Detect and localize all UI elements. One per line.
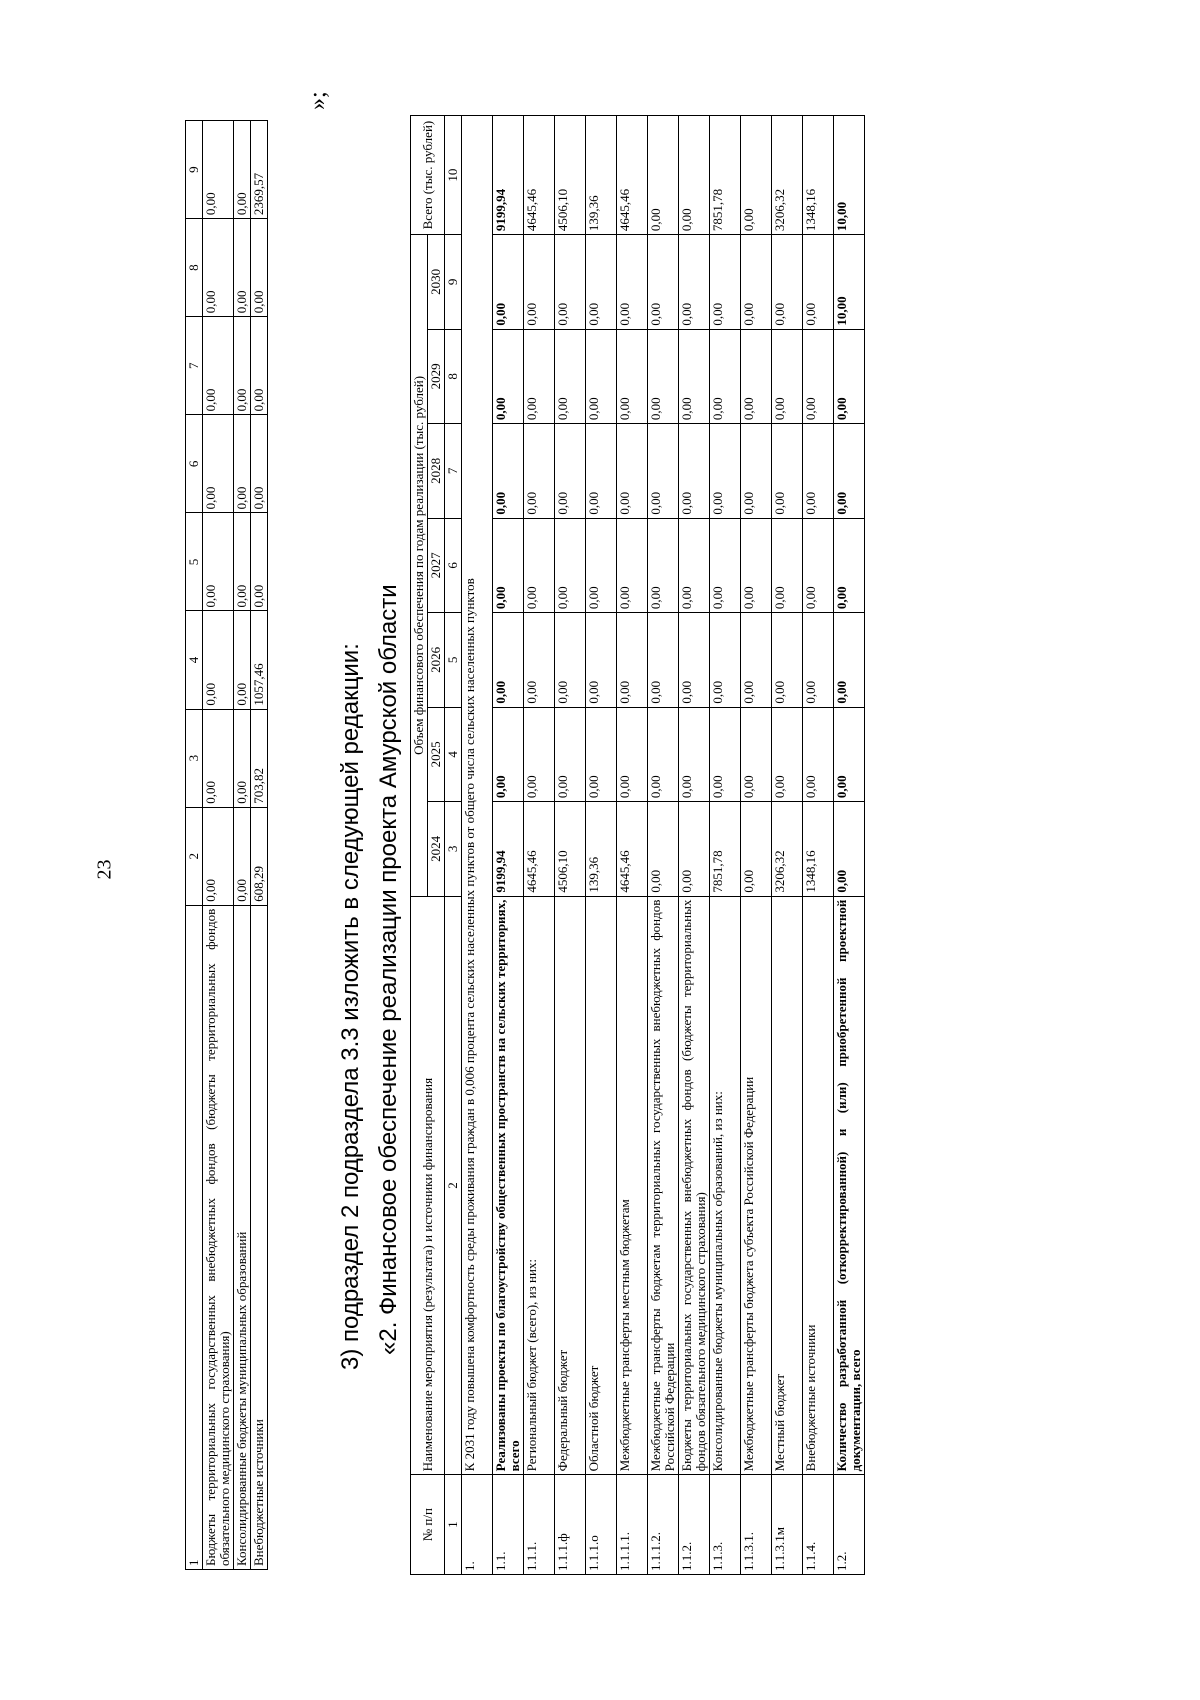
row-num: 1.1.1.2. <box>648 1475 679 1575</box>
row-name: Федеральный бюджет <box>555 896 586 1475</box>
row-year-value: 0,00 <box>741 707 772 802</box>
row-year-value: 0,00 <box>803 518 834 613</box>
row-total: 139,36 <box>586 116 617 235</box>
top-table-value-cell: 0,00 <box>203 807 234 905</box>
top-table-value-cell: 0,00 <box>234 219 251 317</box>
top-table-value-cell: 0,00 <box>234 611 251 709</box>
financing-row <box>772 116 803 1575</box>
row-year-value: 0,00 <box>524 329 555 424</box>
row-name: Областной бюджет <box>586 896 617 1475</box>
row-year-value: 0,00 <box>555 235 586 330</box>
header-year: 2024 <box>428 802 445 897</box>
row-year-value: 0,00 <box>648 329 679 424</box>
row-num: 1.1. <box>493 1475 524 1575</box>
top-table-row <box>203 121 234 1570</box>
goal-row <box>462 116 493 1575</box>
goal-num: 1. <box>462 1475 493 1575</box>
row-year-value: 0,00 <box>586 424 617 519</box>
row-year-value: 0,00 <box>679 235 710 330</box>
row-total: 10,00 <box>834 116 865 235</box>
row-year-value: 0,00 <box>741 518 772 613</box>
top-table-value-cell: 608,29 <box>251 807 268 905</box>
row-total: 4645,46 <box>524 116 555 235</box>
row-name: Бюджеты территориальных государственных внебюджетных фондов (бюджеты территориальных фондов обязательного медицинского страхования) <box>679 896 710 1475</box>
top-table-value-cell: 0,00 <box>203 513 234 611</box>
row-year-value: 0,00 <box>648 707 679 802</box>
row-total: 3206,32 <box>772 116 803 235</box>
row-total: 0,00 <box>679 116 710 235</box>
row-total: 4506,10 <box>555 116 586 235</box>
top-table-header-cell: 3 <box>186 709 203 807</box>
row-year-value: 0,00 <box>493 707 524 802</box>
header-year: 2025 <box>428 707 445 802</box>
row-num: 1.1.2. <box>679 1475 710 1575</box>
row-year-value: 0,00 <box>648 235 679 330</box>
row-year-value: 0,00 <box>524 518 555 613</box>
row-year-value: 10,00 <box>834 235 865 330</box>
header-year: 2029 <box>428 329 445 424</box>
top-table-value-cell: 0,00 <box>234 121 251 219</box>
row-year-value: 0,00 <box>648 802 679 897</box>
row-year-value: 0,00 <box>772 518 803 613</box>
row-year-value: 0,00 <box>710 235 741 330</box>
top-table-header-row <box>186 121 203 1570</box>
financing-row <box>710 116 741 1575</box>
row-num: 1.1.3.1м <box>772 1475 803 1575</box>
row-year-value: 0,00 <box>772 424 803 519</box>
row-name: Региональный бюджет (всего), из них: <box>524 896 555 1475</box>
top-table-value-cell: 0,00 <box>234 709 251 807</box>
row-name: Межбюджетные трансферты бюджетам территориальных государственных внебюджетных фондов Российской Федерации <box>648 896 679 1475</box>
row-name: Межбюджетные трансферты местным бюджетам <box>617 896 648 1475</box>
row-total: 1348,16 <box>803 116 834 235</box>
top-table-value-cell: 0,00 <box>251 317 268 415</box>
financing-row <box>586 116 617 1575</box>
financing-row <box>493 116 524 1575</box>
row-year-value: 0,00 <box>741 235 772 330</box>
financing-row <box>648 116 679 1575</box>
top-table-header-cell: 1 <box>186 905 203 1569</box>
row-year-value: 0,00 <box>586 518 617 613</box>
header-num: № п/п <box>411 1475 445 1575</box>
top-table-row-name: Внебюджетные источники <box>251 905 268 1569</box>
index-cell: 10 <box>445 116 462 235</box>
row-year-value: 0,00 <box>679 802 710 897</box>
top-table-value-cell: 0,00 <box>234 415 251 513</box>
row-year-value: 0,00 <box>617 329 648 424</box>
top-continuation-table <box>185 120 268 1570</box>
goal-text: К 2031 году повышена комфортность среды проживания граждан в 0,006 процента сельских населенных пунктов от общего числа сельских населенных пунктов <box>462 116 493 1475</box>
row-year-value: 0,00 <box>679 613 710 708</box>
top-table-value-cell: 0,00 <box>203 219 234 317</box>
top-table-value-cell: 0,00 <box>234 807 251 905</box>
header-year: 2026 <box>428 613 445 708</box>
row-year-value: 0,00 <box>524 613 555 708</box>
row-year-value: 0,00 <box>803 235 834 330</box>
row-year-value: 0,00 <box>741 802 772 897</box>
row-num: 1.1.1. <box>524 1475 555 1575</box>
top-table-body <box>203 121 268 1570</box>
row-year-value: 0,00 <box>555 613 586 708</box>
top-table-value-cell: 0,00 <box>203 415 234 513</box>
row-year-value: 0,00 <box>524 235 555 330</box>
financing-table-body <box>462 116 865 1575</box>
row-year-value: 0,00 <box>710 707 741 802</box>
row-year-value: 1348,16 <box>803 802 834 897</box>
index-cell: 5 <box>445 613 462 708</box>
row-year-value: 0,00 <box>834 518 865 613</box>
row-year-value: 0,00 <box>679 518 710 613</box>
row-year-value: 0,00 <box>679 424 710 519</box>
top-table-header-cell: 5 <box>186 513 203 611</box>
index-cell: 9 <box>445 235 462 330</box>
row-year-value: 0,00 <box>586 235 617 330</box>
top-table-row-name: Консолидированные бюджеты муниципальных образований <box>234 905 251 1569</box>
header-total: Всего (тыс. рублей) <box>411 116 445 235</box>
page-number: 23 <box>93 859 116 880</box>
top-table-row <box>251 121 268 1570</box>
row-year-value: 4506,10 <box>555 802 586 897</box>
row-year-value: 0,00 <box>803 613 834 708</box>
top-table-value-cell: 2369,57 <box>251 121 268 219</box>
row-year-value: 0,00 <box>710 329 741 424</box>
row-year-value: 0,00 <box>834 329 865 424</box>
section-instruction: 3) подраздел 2 подраздела 3.3 изложить в следующей редакции: <box>337 643 364 1370</box>
financing-row <box>803 116 834 1575</box>
row-year-value: 0,00 <box>555 518 586 613</box>
row-year-value: 3206,32 <box>772 802 803 897</box>
index-cell: 8 <box>445 329 462 424</box>
top-table-value-cell: 0,00 <box>251 415 268 513</box>
row-year-value: 0,00 <box>741 613 772 708</box>
top-table-header-cell: 4 <box>186 611 203 709</box>
row-year-value: 0,00 <box>834 802 865 897</box>
header-name: Наименование мероприятия (результата) и источники финансирования <box>411 896 445 1475</box>
row-year-value: 0,00 <box>803 707 834 802</box>
row-year-value: 0,00 <box>493 329 524 424</box>
row-year-value: 4645,46 <box>617 802 648 897</box>
row-year-value: 0,00 <box>679 707 710 802</box>
top-table-row-name: Бюджеты территориальных государственных внебюджетных фондов (бюджеты территориальных фондов обязательного медицинского страхования) <box>203 905 234 1569</box>
top-table-value-cell: 0,00 <box>234 513 251 611</box>
row-year-value: 4645,46 <box>524 802 555 897</box>
top-table-value-cell: 0,00 <box>251 219 268 317</box>
index-cell: 2 <box>445 896 462 1475</box>
section-title: «2. Финансовое обеспечение реализации проекта Амурской области <box>375 584 402 1355</box>
row-num: 1.1.4. <box>803 1475 834 1575</box>
top-table-value-cell: 0,00 <box>251 513 268 611</box>
index-cell: 3 <box>445 802 462 897</box>
top-table-value-cell: 1057,46 <box>251 611 268 709</box>
row-name: Реализованы проекты по благоустройству общественных пространств на сельских территориях, всего <box>493 896 524 1475</box>
top-table-value-cell: 0,00 <box>203 709 234 807</box>
row-total: 0,00 <box>648 116 679 235</box>
row-num: 1.1.1.ф <box>555 1475 586 1575</box>
row-year-value: 0,00 <box>493 613 524 708</box>
row-year-value: 0,00 <box>555 329 586 424</box>
row-year-value: 0,00 <box>834 707 865 802</box>
row-name: Количество разработанной (откорректированной) и (или) приобретенной проектной документации, всего <box>834 896 865 1475</box>
row-year-value: 0,00 <box>493 518 524 613</box>
row-year-value: 0,00 <box>772 707 803 802</box>
row-num: 1.1.3. <box>710 1475 741 1575</box>
row-year-value: 0,00 <box>803 329 834 424</box>
financing-row <box>524 116 555 1575</box>
row-year-value: 0,00 <box>710 613 741 708</box>
row-year-value: 0,00 <box>555 424 586 519</box>
row-year-value: 0,00 <box>741 424 772 519</box>
row-year-value: 0,00 <box>524 707 555 802</box>
row-year-value: 0,00 <box>586 613 617 708</box>
closing-quote: »; <box>305 91 331 110</box>
row-total: 9199,94 <box>493 116 524 235</box>
row-year-value: 0,00 <box>617 235 648 330</box>
row-total: 0,00 <box>741 116 772 235</box>
top-table-row <box>234 121 251 1570</box>
row-year-value: 0,00 <box>834 613 865 708</box>
row-year-value: 7851,78 <box>710 802 741 897</box>
row-year-value: 0,00 <box>710 424 741 519</box>
row-year-value: 0,00 <box>493 235 524 330</box>
row-year-value: 139,36 <box>586 802 617 897</box>
row-num: 1.1.3.1. <box>741 1475 772 1575</box>
row-year-value: 0,00 <box>741 329 772 424</box>
row-name: Консолидированные бюджеты муниципальных образований, из них: <box>710 896 741 1475</box>
financing-index-row <box>445 116 462 1575</box>
index-cell: 1 <box>445 1475 462 1575</box>
header-year: 2030 <box>428 235 445 330</box>
index-cell: 4 <box>445 707 462 802</box>
financing-row <box>555 116 586 1575</box>
header-year: 2027 <box>428 518 445 613</box>
financing-row <box>679 116 710 1575</box>
row-total: 4645,46 <box>617 116 648 235</box>
row-year-value: 0,00 <box>772 235 803 330</box>
row-year-value: 0,00 <box>493 424 524 519</box>
row-year-value: 0,00 <box>555 707 586 802</box>
index-cell: 7 <box>445 424 462 519</box>
top-table-header-cell: 9 <box>186 121 203 219</box>
row-year-value: 0,00 <box>648 424 679 519</box>
top-table-header-cell: 6 <box>186 415 203 513</box>
row-year-value: 0,00 <box>617 707 648 802</box>
top-table-value-cell: 0,00 <box>203 121 234 219</box>
top-table-value-cell: 0,00 <box>234 317 251 415</box>
financing-row <box>741 116 772 1575</box>
row-year-value: 0,00 <box>834 424 865 519</box>
top-table-value-cell: 0,00 <box>203 611 234 709</box>
row-year-value: 0,00 <box>648 613 679 708</box>
top-table-value-cell: 0,00 <box>203 317 234 415</box>
row-year-value: 0,00 <box>772 329 803 424</box>
row-year-value: 0,00 <box>679 329 710 424</box>
financing-row <box>834 116 865 1575</box>
row-year-value: 0,00 <box>617 424 648 519</box>
row-year-value: 0,00 <box>772 613 803 708</box>
financing-table <box>410 115 865 1575</box>
header-year: 2028 <box>428 424 445 519</box>
top-table-value-cell: 703,82 <box>251 709 268 807</box>
top-table-header-cell: 2 <box>186 807 203 905</box>
row-year-value: 0,00 <box>586 707 617 802</box>
row-year-value: 0,00 <box>586 329 617 424</box>
header-years-group: Объем финансового обеспечения по годам реализации (тыс. рублей) <box>411 235 428 897</box>
row-name: Межбюджетные трансферты бюджета субъекта Российской Федерации <box>741 896 772 1475</box>
row-year-value: 0,00 <box>617 613 648 708</box>
row-num: 1.1.1.о <box>586 1475 617 1575</box>
financing-header-row <box>411 116 428 1575</box>
row-year-value: 0,00 <box>524 424 555 519</box>
row-total: 7851,78 <box>710 116 741 235</box>
row-num: 1.2. <box>834 1475 865 1575</box>
row-name: Внебюджетные источники <box>803 896 834 1475</box>
row-num: 1.1.1.1. <box>617 1475 648 1575</box>
row-year-value: 0,00 <box>617 518 648 613</box>
top-table-header-cell: 8 <box>186 219 203 317</box>
row-name: Местный бюджет <box>772 896 803 1475</box>
row-year-value: 0,00 <box>803 424 834 519</box>
top-table-header-cell: 7 <box>186 317 203 415</box>
financing-row <box>617 116 648 1575</box>
row-year-value: 0,00 <box>648 518 679 613</box>
row-year-value: 9199,94 <box>493 802 524 897</box>
row-year-value: 0,00 <box>710 518 741 613</box>
index-cell: 6 <box>445 518 462 613</box>
